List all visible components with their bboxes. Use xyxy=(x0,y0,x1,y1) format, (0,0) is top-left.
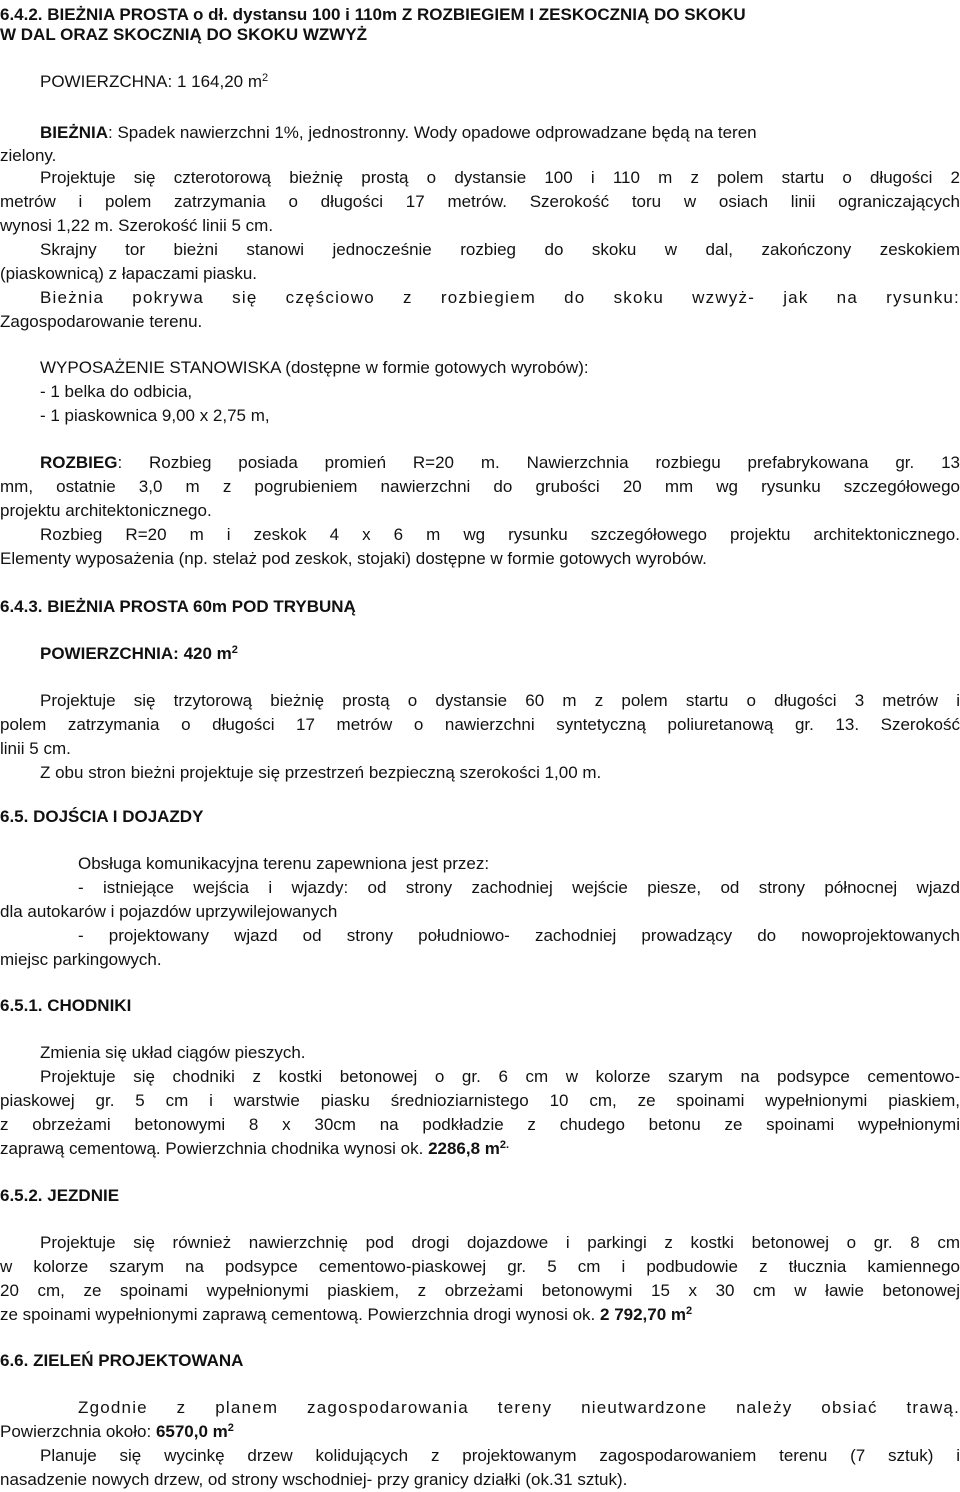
section-66-title: 6.6. ZIELEŃ PROJEKTOWANA xyxy=(0,1351,244,1370)
rozbieg-text: : Rozbieg posiada promień R=20 m. Nawierzchnia rozbiegu prefabrykowana gr. 13 xyxy=(117,453,960,472)
section-642-p3-line2: Zagospodarowanie terenu. xyxy=(0,312,203,331)
section-65-intro: Obsługa komunikacyjna terenu zapewniona jest przez: xyxy=(78,854,490,873)
section-652-title: 6.5.2. JEZDNIE xyxy=(0,1186,120,1205)
section-651-title: 6.5.1. CHODNIKI xyxy=(0,996,132,1015)
section-642-p2-line2: (piaskownicą) z łapaczami piasku. xyxy=(0,264,257,283)
section-65-item1-line2: dla autokarów i pojazdów uprzywilejowanych xyxy=(0,902,338,921)
area-label: POWIERZCHNIA: xyxy=(40,644,179,663)
sidewalk-area-value: 2286,8 m xyxy=(428,1139,500,1158)
rozbieg-line3: projektu architektonicznego. xyxy=(0,501,212,520)
rozbieg-line1 xyxy=(0,452,960,474)
rozbieg-line2: mm, ostatnie 3,0 m z pogrubieniem nawierzchni do grubości 20 mm wg rysunku szczegółowego xyxy=(0,477,960,496)
equipment-title: WYPOSAŻENIE STANOWISKA (dostępne w formie gotowych wyrobów): xyxy=(40,358,589,377)
area-value: 420 m xyxy=(183,644,232,663)
rozbieg-line4: Rozbieg R=20 m i zeskok 4 x 6 m wg rysunku szczegółowego projektu architektonicznego. xyxy=(40,525,960,544)
road-area-superscript: 2 xyxy=(686,1305,693,1317)
sidewalk-area-superscript: 2. xyxy=(499,1139,510,1151)
section-651-line1: Zmienia się układ ciągów pieszych. xyxy=(40,1043,306,1062)
green-area-superscript: 2 xyxy=(227,1422,234,1434)
section-642-p3-line1: Bieżnia pokrywa się częściowo z rozbiegiem do skoku wzwyż- jak na rysunku: xyxy=(40,288,960,307)
section-642-p1-line2: metrów i polem zatrzymania o długości 17 metrów. Szerokość toru w osiach linii ograniczających xyxy=(0,192,960,211)
section-642-title-line2: W DAL ORAZ SKOCZNIĄ DO SKOKU WZWYŻ xyxy=(0,25,368,44)
biezna-label: BIEŻNIA xyxy=(40,123,108,142)
section-643-p2: Z obu stron bieżni projektuje się przestrzeń bezpieczną szerokości 1,00 m. xyxy=(40,763,602,782)
section-651-line3: piaskowej gr. 5 cm i warstwie piasku średnioziarnistego 10 cm, ze spoinami wypełnionymi piaskiem, xyxy=(0,1091,960,1110)
area-superscript: 2 xyxy=(231,644,238,656)
section-66-line1: Zgodnie z planem zagospodarowania tereny nieutwardzone należy obsiać trawą. xyxy=(78,1398,960,1417)
rozbieg-line5: Elementy wyposażenia (np. stelaż pod zeskok, stojaki) dostępne w formie gotowych wyrobów. xyxy=(0,549,707,568)
road-area-value: 2 792,70 m xyxy=(600,1305,687,1324)
section-642-area xyxy=(40,71,268,93)
biezna-paragraph-line2: zielony. xyxy=(0,146,57,165)
section-642-p1-line1: Projektuje się czterotorową bieżnię prostą o dystansie 100 i 110 m z polem startu o długości 2 xyxy=(40,168,960,187)
area-superscript: 2 xyxy=(262,72,269,84)
green-area-value: 6570,0 m xyxy=(155,1422,228,1441)
section-643-p1-line2: polem zatrzymania o długości 17 metrów o nawierzchni syntetyczną poliuretanową gr. 13. Szerokość xyxy=(0,715,960,734)
section-652-line2: w kolorze szarym na podsypce cementowo-piaskowej gr. 5 cm i podbudowie z tłucznia kamiennego xyxy=(0,1257,960,1276)
section-652-line3: 20 cm, ze spoinami wypełnionymi piaskiem, z obrzeżami betonowymi 15 x 30 cm w ławie betonowej xyxy=(0,1281,960,1300)
biezna-paragraph-line1 xyxy=(40,122,757,144)
road-area-text: ze spoinami wypełnionymi zaprawą cementową. Powierzchnia drogi wynosi ok. xyxy=(0,1305,596,1324)
section-642-p1-line3: wynosi 1,22 m. Szerokość linii 5 cm. xyxy=(0,216,274,235)
green-area-text: Powierzchnia około: xyxy=(0,1422,152,1441)
section-66-line4: nasadzenie nowych drzew, od strony wschodniej- przy granicy działki (ok.31 sztuk). xyxy=(0,1470,628,1489)
section-65-item1-line1: - istniejące wejścia i wjazdy: od strony zachodniej wejście piesze, od strony północnej wjazd xyxy=(78,878,960,897)
area-label: POWIERZCHNA: 1 164,20 m xyxy=(40,72,263,91)
equipment-item-2: - 1 piaskownica 9,00 x 2,75 m, xyxy=(40,406,270,425)
biezna-text: : Spadek nawierzchni 1%, jednostronny. Wody opadowe odprowadzane będą na teren xyxy=(108,123,757,142)
section-643-area xyxy=(40,643,238,665)
section-651-line2: Projektuje się chodniki z kostki betonowej o gr. 6 cm w kolorze szarym na podsypce cementowo- xyxy=(40,1067,960,1086)
rozbieg-label: ROZBIEG xyxy=(40,453,118,472)
equipment-item-1: - 1 belka do odbicia, xyxy=(40,382,193,401)
section-642-title-line1: 6.4.2. BIEŻNIA PROSTA o dł. dystansu 100 i 110m Z ROZBIEGIEM I ZESKOCZNIĄ DO SKOKU xyxy=(0,5,746,24)
section-651-line4: z obrzeżami betonowymi 8 x 30cm na podkładzie z chudego betonu ze spoinami wypełnionymi xyxy=(0,1115,960,1134)
section-652-line4 xyxy=(0,1304,692,1326)
sidewalk-area-text: zaprawą cementową. Powierzchnia chodnika wynosi ok. xyxy=(0,1139,424,1158)
section-66-line3: Planuje się wycinkę drzew kolidujących z projektowanym zagospodarowaniem terenu (7 sztuk) i xyxy=(40,1446,960,1465)
section-65-title: 6.5. DOJŚCIA I DOJAZDY xyxy=(0,807,204,826)
section-642-p2-line1: Skrajny tor bieżni stanowi jednocześnie rozbieg do skoku w dal, zakończony zeskokiem xyxy=(40,240,960,259)
section-643-title: 6.4.3. BIEŻNIA PROSTA 60m POD TRYBUNĄ xyxy=(0,597,356,616)
section-643-p1-line1: Projektuje się trzytorową bieżnię prostą o dystansie 60 m z polem startu o długości 3 metrów i xyxy=(40,691,960,710)
section-66-line2 xyxy=(0,1421,234,1443)
section-65-item2-line2: miejsc parkingowych. xyxy=(0,950,162,969)
section-65-item2-line1: - projektowany wjazd od strony południowo- zachodniej prowadzący do nowoprojektowanych xyxy=(78,926,960,945)
section-652-line1: Projektuje się również nawierzchnię pod drogi dojazdowe i parkingi z kostki betonowej o gr. 8 cm xyxy=(40,1233,960,1252)
section-643-p1-line3: linii 5 cm. xyxy=(0,739,71,758)
section-651-line5 xyxy=(0,1138,509,1160)
